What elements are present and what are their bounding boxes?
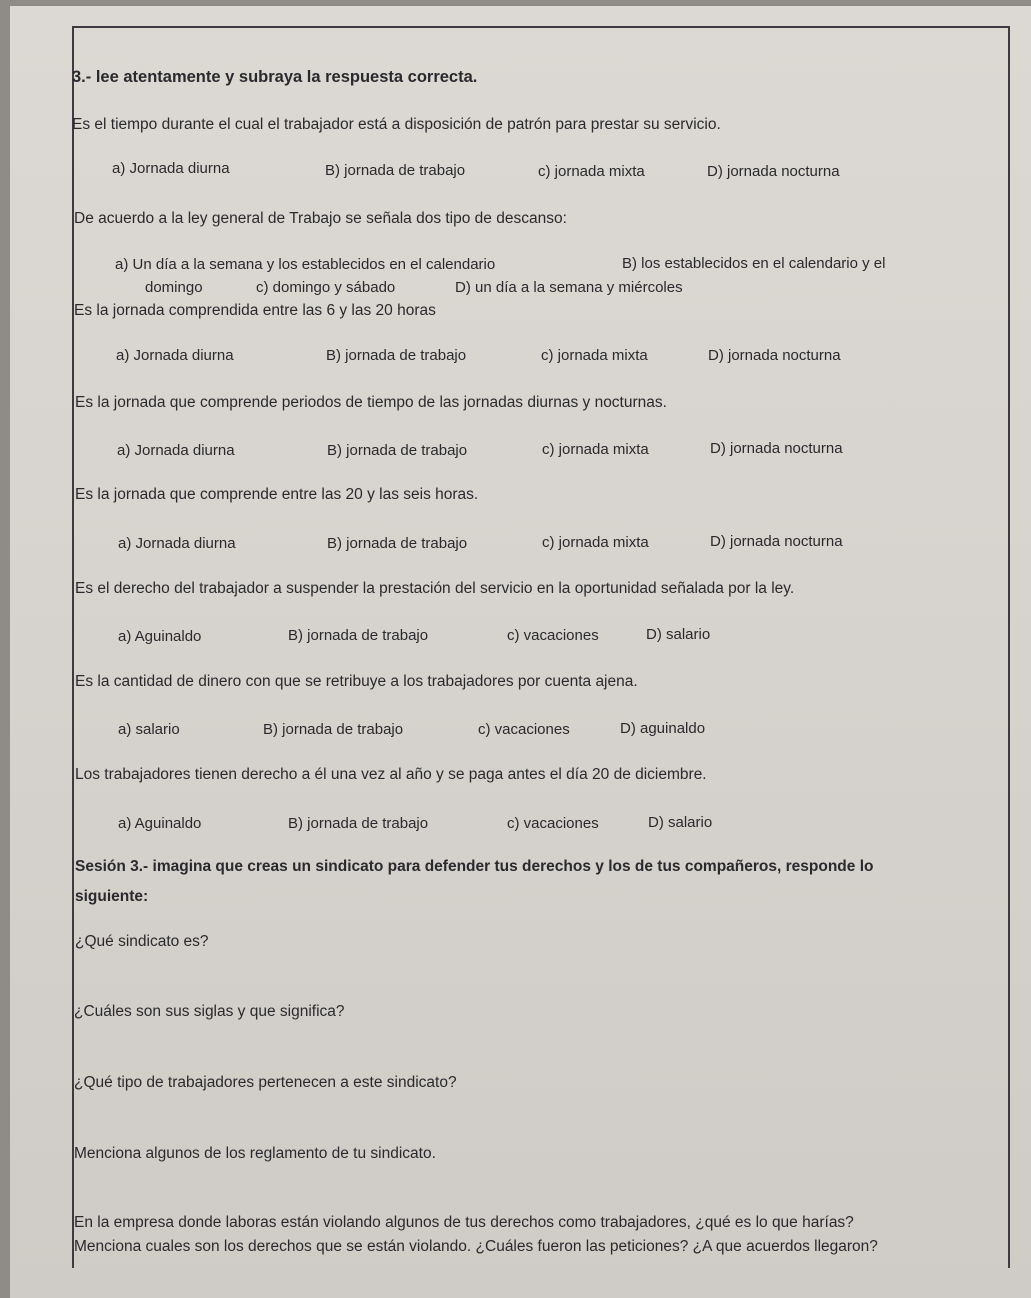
q4-option-c: c) jornada mixta bbox=[542, 441, 649, 458]
q1-option-c: c) jornada mixta bbox=[538, 163, 645, 180]
question-3: Es la jornada comprendida entre las 6 y las 20 horas bbox=[74, 302, 436, 319]
q8-option-a: a) Aguinaldo bbox=[118, 815, 202, 832]
q4-option-d: D) jornada nocturna bbox=[710, 440, 843, 457]
question-6: Es el derecho del trabajador a suspender la prestación del servicio en la oportunidad señalada por la ley. bbox=[75, 580, 795, 597]
q2-option-a-cont: domingo bbox=[145, 279, 203, 296]
q1-option-d: D) jornada nocturna bbox=[707, 163, 840, 180]
q3-option-b: B) jornada de trabajo bbox=[326, 347, 467, 364]
q3-option-d: D) jornada nocturna bbox=[708, 347, 841, 364]
q4-option-b: B) jornada de trabajo bbox=[327, 442, 468, 459]
prompt-reglamento: Menciona algunos de los reglamento de tu sindicato. bbox=[74, 1145, 436, 1162]
q7-option-a: a) salario bbox=[118, 721, 180, 738]
q1-option-b: B) jornada de trabajo bbox=[325, 162, 466, 179]
worksheet-page bbox=[10, 6, 1031, 1298]
question-5: Es la jornada que comprende entre las 20 y las seis horas. bbox=[75, 486, 479, 503]
section-heading: 3.- lee atentamente y subraya la respuesta correcta. bbox=[72, 68, 478, 86]
q5-option-d: D) jornada nocturna bbox=[710, 533, 843, 550]
question-1: Es el tiempo durante el cual el trabajador está a disposición de patrón para prestar su servicio. bbox=[72, 116, 721, 133]
q8-option-b: B) jornada de trabajo bbox=[288, 815, 429, 832]
q1-option-a: a) Jornada diurna bbox=[112, 160, 230, 177]
q8-option-d: D) salario bbox=[648, 814, 713, 831]
question-8: Los trabajadores tienen derecho a él una vez al año y se paga antes el día 20 de diciembre. bbox=[75, 766, 707, 783]
prompt-sindicato: ¿Qué sindicato es? bbox=[75, 933, 209, 950]
q6-option-d: D) salario bbox=[646, 626, 711, 643]
q7-option-d: D) aguinaldo bbox=[620, 720, 706, 737]
q2-option-a: a) Un día a la semana y los establecidos en el calendario bbox=[115, 256, 496, 273]
q3-option-a: a) Jornada diurna bbox=[116, 347, 234, 364]
q4-option-a: a) Jornada diurna bbox=[117, 442, 235, 459]
q2-option-c: c) domingo y sábado bbox=[256, 279, 396, 296]
q6-option-a: a) Aguinaldo bbox=[118, 628, 202, 645]
q3-option-c: c) jornada mixta bbox=[541, 347, 648, 364]
q2-option-b: B) los establecidos en el calendario y el bbox=[622, 255, 886, 272]
q7-option-c: c) vacaciones bbox=[478, 721, 570, 738]
prompt-tipo-trabajadores: ¿Qué tipo de trabajadores pertenecen a este sindicato? bbox=[74, 1074, 457, 1091]
prompt-derechos: Menciona cuales son los derechos que se están violando. ¿Cuáles fueron las peticiones? ¿A que acuerdos llegaron? bbox=[74, 1238, 878, 1255]
prompt-empresa: En la empresa donde laboras están violando algunos de tus derechos como trabajadores, ¿qué es lo que harías? bbox=[74, 1214, 854, 1231]
question-7: Es la cantidad de dinero con que se retribuye a los trabajadores por cuenta ajena. bbox=[75, 673, 638, 690]
q2-option-d: D) un día a la semana y miércoles bbox=[455, 279, 683, 296]
q5-option-b: B) jornada de trabajo bbox=[327, 535, 468, 552]
q6-option-b: B) jornada de trabajo bbox=[288, 627, 429, 644]
q7-option-b: B) jornada de trabajo bbox=[263, 721, 404, 738]
q5-option-a: a) Jornada diurna bbox=[118, 535, 236, 552]
question-4: Es la jornada que comprende periodos de tiempo de las jornadas diurnas y nocturnas. bbox=[75, 394, 667, 411]
q5-option-c: c) jornada mixta bbox=[542, 534, 649, 551]
prompt-siglas: ¿Cuáles son sus siglas y que significa? bbox=[74, 1003, 345, 1020]
q6-option-c: c) vacaciones bbox=[507, 627, 599, 644]
session-title-line1: Sesión 3.- imagina que creas un sindicato para defender tus derechos y los de tus compañeros, responde lo bbox=[75, 858, 874, 875]
question-2: De acuerdo a la ley general de Trabajo se señala dos tipo de descanso: bbox=[74, 210, 567, 227]
q8-option-c: c) vacaciones bbox=[507, 815, 599, 832]
session-title-line2: siguiente: bbox=[75, 888, 149, 905]
